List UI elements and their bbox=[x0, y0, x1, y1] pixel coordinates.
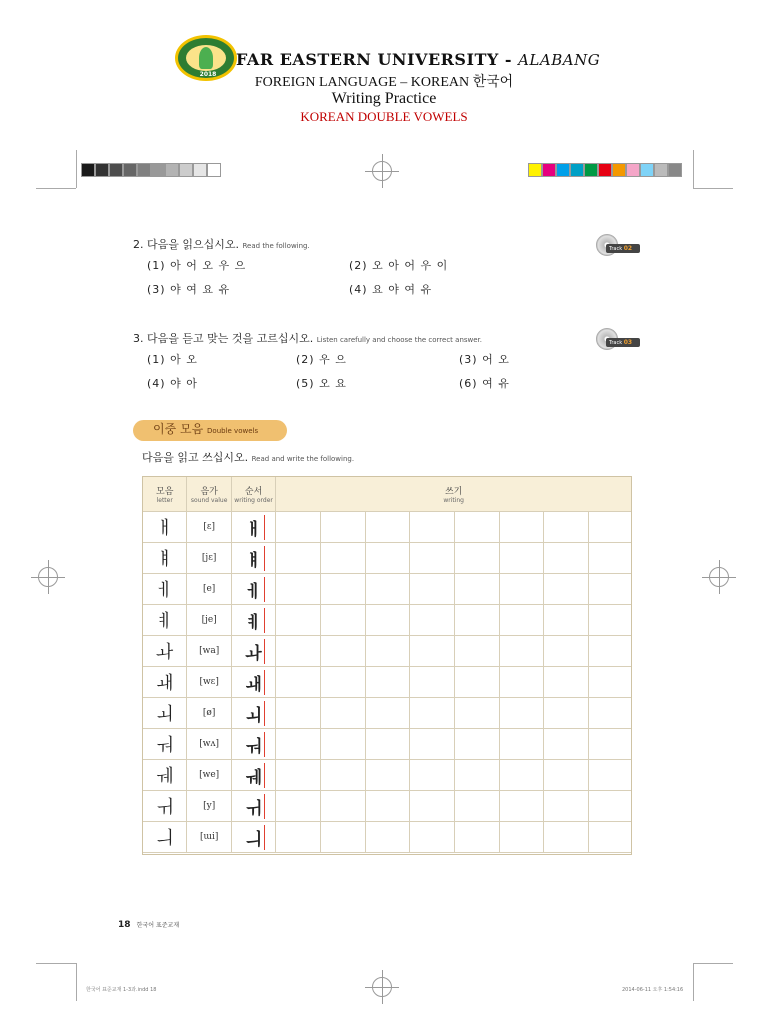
stroke-order-guide bbox=[231, 574, 275, 605]
exercise-2-title-en: Read the following. bbox=[242, 242, 310, 250]
writing-cell[interactable] bbox=[589, 512, 632, 543]
stroke-order-glyph: ㅖ bbox=[245, 608, 261, 633]
writing-cell[interactable] bbox=[321, 791, 366, 822]
writing-cell[interactable] bbox=[321, 667, 366, 698]
track-label: Track 03 bbox=[606, 338, 640, 347]
color-bar bbox=[528, 163, 682, 177]
writing-cell[interactable] bbox=[544, 698, 589, 729]
crop-mark bbox=[36, 963, 76, 964]
writing-cell[interactable] bbox=[276, 760, 321, 791]
header-sound: 음가 sound value bbox=[187, 477, 231, 512]
header-letter: 모음 letter bbox=[143, 477, 187, 512]
sound-value: [y] bbox=[187, 791, 231, 822]
table-row bbox=[143, 729, 632, 760]
writing-cell[interactable] bbox=[499, 667, 544, 698]
writing-cell[interactable] bbox=[544, 822, 589, 853]
writing-cell[interactable] bbox=[410, 760, 455, 791]
writing-cell[interactable] bbox=[321, 636, 366, 667]
writing-cell[interactable] bbox=[455, 543, 500, 574]
stroke-order-glyph: ㅚ bbox=[245, 701, 261, 726]
writing-cell[interactable] bbox=[499, 698, 544, 729]
track-label: Track 02 bbox=[606, 244, 640, 253]
registration-mark-right bbox=[709, 567, 729, 587]
page-number: 18 bbox=[118, 920, 131, 930]
vowel-letter: ㅚ bbox=[143, 698, 187, 729]
logo-year: 2018 bbox=[199, 71, 217, 78]
writing-cell[interactable] bbox=[321, 698, 366, 729]
writing-cell[interactable] bbox=[365, 698, 410, 729]
writing-cell[interactable] bbox=[410, 822, 455, 853]
writing-cell[interactable] bbox=[499, 512, 544, 543]
table-row bbox=[143, 574, 632, 605]
writing-cell[interactable] bbox=[365, 512, 410, 543]
writing-cell[interactable] bbox=[321, 512, 366, 543]
sound-value: [e] bbox=[187, 574, 231, 605]
writing-cell[interactable] bbox=[499, 760, 544, 791]
writing-cell[interactable] bbox=[276, 636, 321, 667]
university-title bbox=[236, 50, 600, 69]
instruction-en: Read and write the following. bbox=[251, 455, 355, 463]
stroke-order-guide bbox=[231, 605, 275, 636]
sound-value: [je] bbox=[187, 605, 231, 636]
stroke-order-guide bbox=[231, 543, 275, 574]
exercise-2-title bbox=[133, 236, 310, 252]
table-header-row bbox=[143, 477, 632, 512]
topic-title: KOREAN DOUBLE VOWELS bbox=[300, 109, 468, 124]
writing-cell[interactable] bbox=[365, 822, 410, 853]
writing-cell[interactable] bbox=[276, 791, 321, 822]
header-order: 순서 writing order bbox=[231, 477, 275, 512]
exercise-3-option-5: (5) 오 요 bbox=[296, 377, 347, 390]
writing-cell[interactable] bbox=[544, 543, 589, 574]
exercise-3-option-2: (2) 우 으 bbox=[296, 353, 347, 366]
writing-cell[interactable] bbox=[365, 605, 410, 636]
writing-cell[interactable] bbox=[410, 729, 455, 760]
stroke-order-glyph: ㅘ bbox=[245, 639, 261, 664]
writing-cell[interactable] bbox=[321, 543, 366, 574]
page-footer bbox=[118, 920, 179, 930]
stroke-order-guide bbox=[231, 667, 275, 698]
stroke-order-guide bbox=[231, 512, 275, 543]
table-row bbox=[143, 512, 632, 543]
vowel-letter: ㅐ bbox=[143, 512, 187, 543]
sound-value: [ø] bbox=[187, 698, 231, 729]
sound-value: [wʌ] bbox=[187, 729, 231, 760]
crop-mark bbox=[693, 188, 733, 189]
vowel-letter: ㅒ bbox=[143, 543, 187, 574]
writing-cell[interactable] bbox=[410, 605, 455, 636]
writing-cell[interactable] bbox=[499, 729, 544, 760]
writing-cell[interactable] bbox=[276, 667, 321, 698]
table-row bbox=[143, 636, 632, 667]
writing-cell[interactable] bbox=[499, 822, 544, 853]
writing-cell[interactable] bbox=[499, 791, 544, 822]
stroke-order-glyph: ㅢ bbox=[245, 825, 261, 850]
writing-cell[interactable] bbox=[499, 636, 544, 667]
crop-mark bbox=[76, 150, 77, 188]
vowel-letter: ㅝ bbox=[143, 729, 187, 760]
vowel-letter: ㅔ bbox=[143, 574, 187, 605]
registration-mark-bottom bbox=[372, 977, 392, 997]
writing-cell[interactable] bbox=[589, 822, 632, 853]
writing-cell[interactable] bbox=[276, 605, 321, 636]
table-row bbox=[143, 667, 632, 698]
writing-cell[interactable] bbox=[589, 791, 632, 822]
stroke-order-guide bbox=[231, 760, 275, 791]
crop-mark bbox=[693, 963, 733, 964]
crop-mark bbox=[76, 963, 77, 1001]
instruction bbox=[142, 449, 354, 465]
writing-cell[interactable] bbox=[276, 822, 321, 853]
writing-cell[interactable] bbox=[455, 636, 500, 667]
writing-cell[interactable] bbox=[321, 729, 366, 760]
writing-cell[interactable] bbox=[410, 636, 455, 667]
writing-cell[interactable] bbox=[365, 760, 410, 791]
vowel-letter: ㅞ bbox=[143, 760, 187, 791]
writing-cell[interactable] bbox=[544, 574, 589, 605]
writing-cell[interactable] bbox=[276, 543, 321, 574]
exercise-2-option-1: (1) 아 어 오 우 으 bbox=[147, 259, 247, 272]
writing-cell[interactable] bbox=[455, 667, 500, 698]
writing-cell[interactable] bbox=[455, 574, 500, 605]
stroke-order-guide bbox=[231, 698, 275, 729]
writing-cell[interactable] bbox=[365, 574, 410, 605]
writing-cell[interactable] bbox=[276, 574, 321, 605]
writing-cell[interactable] bbox=[455, 760, 500, 791]
audio-track-02[interactable] bbox=[596, 238, 640, 256]
print-file-name: 한국어 표준교재 1-3과.indd 18 bbox=[86, 987, 157, 993]
header-writing: 쓰기 writing bbox=[276, 477, 632, 512]
writing-cell[interactable] bbox=[410, 543, 455, 574]
crop-mark bbox=[693, 150, 694, 188]
sound-value: [wa] bbox=[187, 636, 231, 667]
exercise-3-title-en: Listen carefully and choose the correct answer. bbox=[316, 336, 483, 344]
table-row bbox=[143, 760, 632, 791]
sound-value: [ɛ] bbox=[187, 512, 231, 543]
writing-cell[interactable] bbox=[544, 636, 589, 667]
table-row bbox=[143, 791, 632, 822]
writing-cell[interactable] bbox=[276, 512, 321, 543]
exercise-2-option-4: (4) 요 야 여 유 bbox=[349, 283, 433, 296]
sound-value: [we] bbox=[187, 760, 231, 791]
grayscale-bar bbox=[81, 163, 221, 177]
vowel-letter: ㅙ bbox=[143, 667, 187, 698]
exercise-2-option-3: (3) 야 여 요 유 bbox=[147, 283, 231, 296]
sound-value: [wɛ] bbox=[187, 667, 231, 698]
section-badge-ko: 이중 모음 bbox=[153, 422, 204, 436]
writing-cell[interactable] bbox=[365, 543, 410, 574]
writing-cell[interactable] bbox=[589, 543, 632, 574]
sound-value: [ɯi] bbox=[187, 822, 231, 853]
writing-cell[interactable] bbox=[589, 698, 632, 729]
vowel-letter: ㅢ bbox=[143, 822, 187, 853]
table-row bbox=[143, 543, 632, 574]
writing-cell[interactable] bbox=[589, 574, 632, 605]
print-timestamp: 2014-06-11 오후 1:54:16 bbox=[622, 987, 684, 993]
audio-track-03[interactable] bbox=[596, 332, 640, 350]
stroke-order-guide bbox=[231, 729, 275, 760]
writing-cell[interactable] bbox=[276, 698, 321, 729]
table-row bbox=[143, 698, 632, 729]
stroke-order-glyph: ㅔ bbox=[245, 577, 261, 602]
university-name: FAR EASTERN UNIVERSITY - bbox=[236, 50, 513, 69]
crop-mark bbox=[36, 188, 76, 189]
exercise-3-option-3: (3) 어 오 bbox=[459, 353, 510, 366]
writing-cell[interactable] bbox=[455, 791, 500, 822]
campus-name: ALABANG bbox=[518, 51, 601, 69]
writing-cell[interactable] bbox=[410, 791, 455, 822]
sound-value: [jɛ] bbox=[187, 543, 231, 574]
stroke-order-glyph: ㅒ bbox=[245, 546, 261, 571]
writing-cell[interactable] bbox=[365, 791, 410, 822]
writing-cell[interactable] bbox=[499, 605, 544, 636]
stroke-order-guide bbox=[231, 791, 275, 822]
writing-cell[interactable] bbox=[544, 760, 589, 791]
table-row bbox=[143, 822, 632, 853]
writing-cell[interactable] bbox=[455, 822, 500, 853]
writing-cell[interactable] bbox=[544, 729, 589, 760]
registration-mark-left bbox=[38, 567, 58, 587]
writing-practice-table bbox=[142, 476, 632, 853]
writing-cell[interactable] bbox=[544, 791, 589, 822]
writing-cell[interactable] bbox=[589, 729, 632, 760]
writing-cell[interactable] bbox=[365, 729, 410, 760]
writing-cell[interactable] bbox=[321, 574, 366, 605]
writing-cell[interactable] bbox=[321, 605, 366, 636]
writing-cell[interactable] bbox=[455, 605, 500, 636]
exercise-2-title-ko: 2. 다음을 읽으십시오. bbox=[133, 238, 239, 251]
exercise-3-option-1: (1) 아 오 bbox=[147, 353, 198, 366]
practice-title: Writing Practice bbox=[331, 90, 437, 107]
exercise-3-title-ko: 3. 다음을 듣고 맞는 것을 고르십시오. bbox=[133, 332, 314, 345]
writing-cell[interactable] bbox=[589, 760, 632, 791]
writing-cell[interactable] bbox=[544, 512, 589, 543]
writing-cell[interactable] bbox=[410, 574, 455, 605]
stroke-order-glyph: ㅟ bbox=[245, 794, 261, 819]
exercise-3-option-6: (6) 여 유 bbox=[459, 377, 510, 390]
stroke-order-glyph: ㅝ bbox=[245, 732, 261, 757]
writing-cell[interactable] bbox=[499, 574, 544, 605]
writing-cell[interactable] bbox=[321, 822, 366, 853]
writing-cell[interactable] bbox=[410, 667, 455, 698]
stroke-order-guide bbox=[231, 636, 275, 667]
crop-mark bbox=[693, 963, 694, 1001]
vowel-letter: ㅖ bbox=[143, 605, 187, 636]
stroke-order-glyph: ㅐ bbox=[245, 515, 261, 540]
section-badge bbox=[133, 420, 287, 441]
vowel-letter: ㅟ bbox=[143, 791, 187, 822]
writing-cell[interactable] bbox=[589, 605, 632, 636]
registration-mark-top bbox=[372, 161, 392, 181]
writing-cell[interactable] bbox=[544, 605, 589, 636]
writing-cell[interactable] bbox=[410, 512, 455, 543]
vowel-letter: ㅘ bbox=[143, 636, 187, 667]
exercise-3-title bbox=[133, 330, 482, 346]
writing-cell[interactable] bbox=[455, 729, 500, 760]
writing-cell[interactable] bbox=[589, 667, 632, 698]
exercise-3-option-4: (4) 야 아 bbox=[147, 377, 198, 390]
writing-cell[interactable] bbox=[544, 667, 589, 698]
section-badge-en: Double vowels bbox=[207, 427, 259, 435]
writing-cell[interactable] bbox=[455, 512, 500, 543]
book-title: 한국어 표준교재 bbox=[136, 922, 180, 929]
writing-cell[interactable] bbox=[455, 698, 500, 729]
stroke-order-glyph: ㅙ bbox=[245, 670, 261, 695]
writing-cell[interactable] bbox=[589, 636, 632, 667]
writing-cell[interactable] bbox=[365, 636, 410, 667]
stroke-order-glyph: ㅞ bbox=[245, 763, 261, 788]
table-row bbox=[143, 605, 632, 636]
writing-cell[interactable] bbox=[276, 729, 321, 760]
writing-cell[interactable] bbox=[499, 543, 544, 574]
writing-cell[interactable] bbox=[365, 667, 410, 698]
writing-cell[interactable] bbox=[321, 760, 366, 791]
instruction-ko: 다음을 읽고 쓰십시오. bbox=[142, 451, 249, 464]
stroke-order-guide bbox=[231, 822, 275, 853]
course-title: FOREIGN LANGUAGE – KOREAN 한국어 bbox=[254, 75, 514, 90]
exercise-2-option-2: (2) 오 아 어 우 이 bbox=[349, 259, 449, 272]
writing-cell[interactable] bbox=[410, 698, 455, 729]
